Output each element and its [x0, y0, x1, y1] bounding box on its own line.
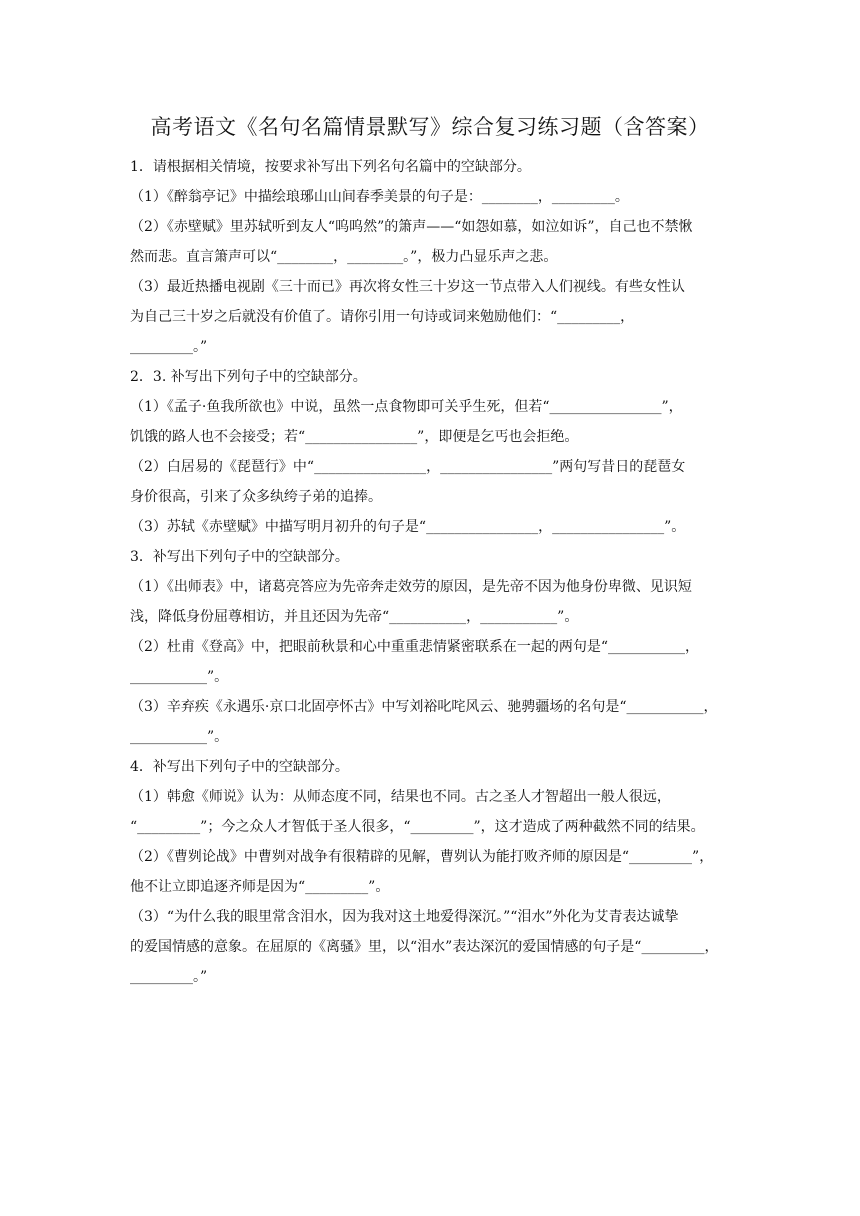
- question-2-3: （3）苏轼《赤壁赋》中描写明月初升的句子是“________________，________________”。: [130, 519, 686, 535]
- question-3-3-line-2: ___________”。: [130, 729, 229, 745]
- question-4-2-line-1: （2）《曹刿论战》中曹刿对战争有很精辟的见解，曹刿认为能打败齐师的原因是“_________”，: [130, 849, 714, 865]
- question-1-2-line-2: 然而悲。直言箫声可以“________，________。”，极力凸显乐声之悲。: [130, 249, 558, 265]
- question-3-1-line-1: （1）《出师表》中，诸葛亮答应为先帝奔走效劳的原因，是先帝不因为他身份卑微、见识短: [130, 579, 692, 595]
- question-4-3-line-3: _________。”: [130, 969, 208, 985]
- question-2-heading: 2．3. 补写出下列句子中的空缺部分。: [130, 369, 367, 385]
- question-3-1-line-2: 浅，降低身份屈尊相访，并且还因为先帝“___________，___________”。: [130, 609, 579, 625]
- question-2-2-line-2: 身价很高，引来了众多纨绔子弟的追捧。: [130, 489, 382, 505]
- document-title: 高考语文《名句名篇情景默写》综合复习练习题（含答案）: [150, 115, 710, 139]
- question-1-heading: 1．请根据相关情境，按要求补写出下列名句名篇中的空缺部分。: [130, 159, 531, 175]
- question-3-2-line-1: （2）杜甫《登高》中，把眼前秋景和心中重重悲情紧密联系在一起的两句是“___________，: [130, 639, 700, 655]
- question-4-1-line-1: （1）韩愈《师说》认为：从师态度不同，结果也不同。古之圣人才智超出一般人很远，: [130, 789, 671, 805]
- question-3-2-line-2: ___________”。: [130, 669, 229, 685]
- question-2-1-line-1: （1）《孟子·鱼我所欲也》中说，虽然一点食物即可关乎生死，但若“________________”，: [130, 399, 683, 415]
- question-3-3-line-1: （3）辛弃疾《永遇乐·京口北固亭怀古》中写刘裕叱咤风云、驰骋疆场的名句是“___________，: [130, 699, 718, 715]
- question-1-3-line-3: _________。”: [130, 339, 208, 355]
- question-4-2-line-2: 他不让立即追逐齐师是因为“_________”。: [130, 879, 390, 895]
- question-1-1: （1）《醉翁亭记》中描绘琅琊山山间春季美景的句子是：________，_________。: [130, 189, 629, 205]
- question-1-2-line-1: （2）《赤壁赋》里苏轼听到友人“呜呜然”的箫声——“如怨如慕，如泣如诉”，自己也不禁愀: [130, 219, 693, 235]
- question-3-heading: 3．补写出下列句子中的空缺部分。: [130, 549, 349, 565]
- question-4-3-line-2: 的爱国情感的意象。在屈原的《离骚》里，以“泪水”表达深沉的爱国情感的句子是“_________，: [130, 939, 719, 955]
- question-4-1-line-2: “_________”；今之众人才智低于圣人很多，“_________”，这才造成了两种截然不同的结果。: [130, 819, 705, 835]
- question-2-2-line-1: （2）白居易的《琵琶行》中“________________，________________”两句写昔日的琵琶女: [130, 459, 686, 475]
- question-2-1-line-2: 饥饿的路人也不会接受；若“________________”，即便是乞丐也会拒绝。: [130, 429, 579, 445]
- document-body: [130, 152, 730, 992]
- question-1-3-line-1: （3）最近热播电视剧《三十而已》再次将女性三十岁这一节点带入人们视线。有些女性认: [130, 279, 685, 295]
- question-1-3-line-2: 为自己三十岁之后就没有价值了。请你引用一句诗或词来勉励他们：“_________，: [130, 309, 635, 325]
- question-4-heading: 4．补写出下列句子中的空缺部分。: [130, 759, 349, 775]
- question-4-3-line-1: （3）“为什么我的眼里常含泪水，因为我对这土地爱得深沉。”“泪水”外化为艾青表达诚挚: [130, 909, 679, 925]
